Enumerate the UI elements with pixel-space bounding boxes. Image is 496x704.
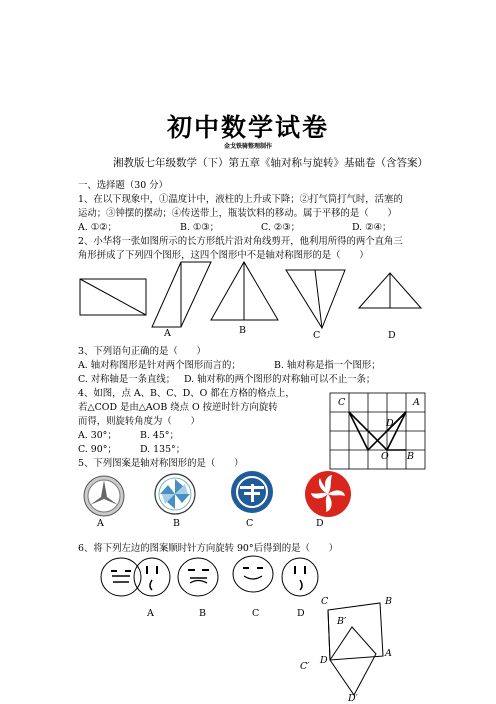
q6-face-original xyxy=(101,558,141,596)
q5-logo-b xyxy=(155,474,195,514)
q4-label-b: B xyxy=(407,451,414,462)
q5-label-c: C xyxy=(246,518,254,529)
q6-fig-label-d-prime: D′ xyxy=(348,693,358,704)
q1-option-b: B. ①③； xyxy=(180,222,220,233)
q2-label-a: A xyxy=(164,328,171,339)
q4-option-a: A. 30°； xyxy=(78,430,117,441)
q4-line3: 而得，则旋转角度为（ ） xyxy=(78,416,200,427)
q4-label-c: C xyxy=(338,397,346,408)
section-heading: 一、选择题（30 分） xyxy=(78,180,168,191)
q1-option-c: C. ②③； xyxy=(261,222,300,233)
q2-label-d: D xyxy=(388,330,396,341)
q4-option-d: D. 135°； xyxy=(140,444,186,455)
q6-label-b: B xyxy=(199,608,206,619)
q6-fig-label-d: D xyxy=(320,655,328,666)
q5-line1: 5、下列图案是轴对称图形的是（ ） xyxy=(78,458,244,469)
q6-fig-label-a: A xyxy=(385,648,392,659)
q6-fig-label-b: B xyxy=(385,596,392,607)
q2-line2: 角形拼成了下列四个图形，这四个图形中不是轴对称图形的是（ ） xyxy=(78,250,369,261)
q4-label-d: D xyxy=(386,418,394,429)
q2-label-c: C xyxy=(313,330,321,341)
q5-label-d: D xyxy=(316,518,324,529)
q5-label-a: A xyxy=(97,518,104,529)
q4-option-b: B. 45°； xyxy=(140,430,179,441)
q2-line1: 2、小华将一张如图所示的长方形纸片沿对角线剪开，他利用所得的两个直角三 xyxy=(78,236,403,247)
q3-option-c: C. 对称轴是一条直线； xyxy=(78,374,176,385)
q6-label-c: C xyxy=(252,608,260,619)
q6-face-a xyxy=(134,558,170,596)
q5-logo-d xyxy=(305,471,351,517)
q5-logo-c xyxy=(231,471,273,513)
q2-label-b: B xyxy=(239,325,246,336)
compiler-note: 金戈铁骑整理制作 xyxy=(223,143,272,150)
q6-fig-label-c-prime: C′ xyxy=(300,661,310,672)
q5-label-b: B xyxy=(173,518,180,529)
q6-fig-label-c: C xyxy=(321,596,329,607)
q4-label-o: O xyxy=(381,451,389,462)
q6-fig-label-b-prime: B′ xyxy=(337,616,347,627)
q6-face-c xyxy=(233,556,273,592)
q3-option-d: D. 轴对称的两个图形的对称轴可以不止一条； xyxy=(184,374,376,385)
q1-option-d: D. ②④； xyxy=(352,222,392,233)
q1-option-a: A. ①②； xyxy=(78,222,117,233)
q4-line1: 4、如图，点 A、B、C、D、O 都在方格的格点上， xyxy=(78,388,295,399)
q6-line1: 6、将下列左边的图案顺时针方向旋转 90°后得到的是（ ） xyxy=(78,543,338,554)
q3-line1: 3、下列语句正确的是（ ） xyxy=(78,346,206,357)
q6-face-b xyxy=(178,558,218,596)
q4-label-a: A xyxy=(413,397,420,408)
q1-line1: 1、在以下现象中，①温度计中，液柱的上升或下降；②打气筒打气时，活塞的 xyxy=(78,194,403,205)
q4-option-c: C. 90°； xyxy=(78,444,117,455)
q3-option-b: B. 轴对称是指一个图形； xyxy=(274,360,381,371)
paper-title: 湘教版七年级数学（下）第五章《轴对称与旋转》基础卷（含答案） xyxy=(113,157,428,169)
q1-line2: 运动；③钟摆的摆动；④传送带上，瓶装饮料的移动。属于平移的是（ ） xyxy=(78,208,397,219)
q5-logo-a xyxy=(84,476,124,516)
q4-line2: 若△COD 是由△AOB 绕点 O 按逆时针方向旋转 xyxy=(78,402,278,413)
q6-label-a: A xyxy=(147,608,154,619)
q6-label-d: D xyxy=(297,608,305,619)
q3-option-a: A. 轴对称图形是针对两个图形而言的； xyxy=(78,360,241,371)
exam-title: 初中数学试卷 xyxy=(166,113,329,142)
q6-face-d xyxy=(282,558,318,596)
